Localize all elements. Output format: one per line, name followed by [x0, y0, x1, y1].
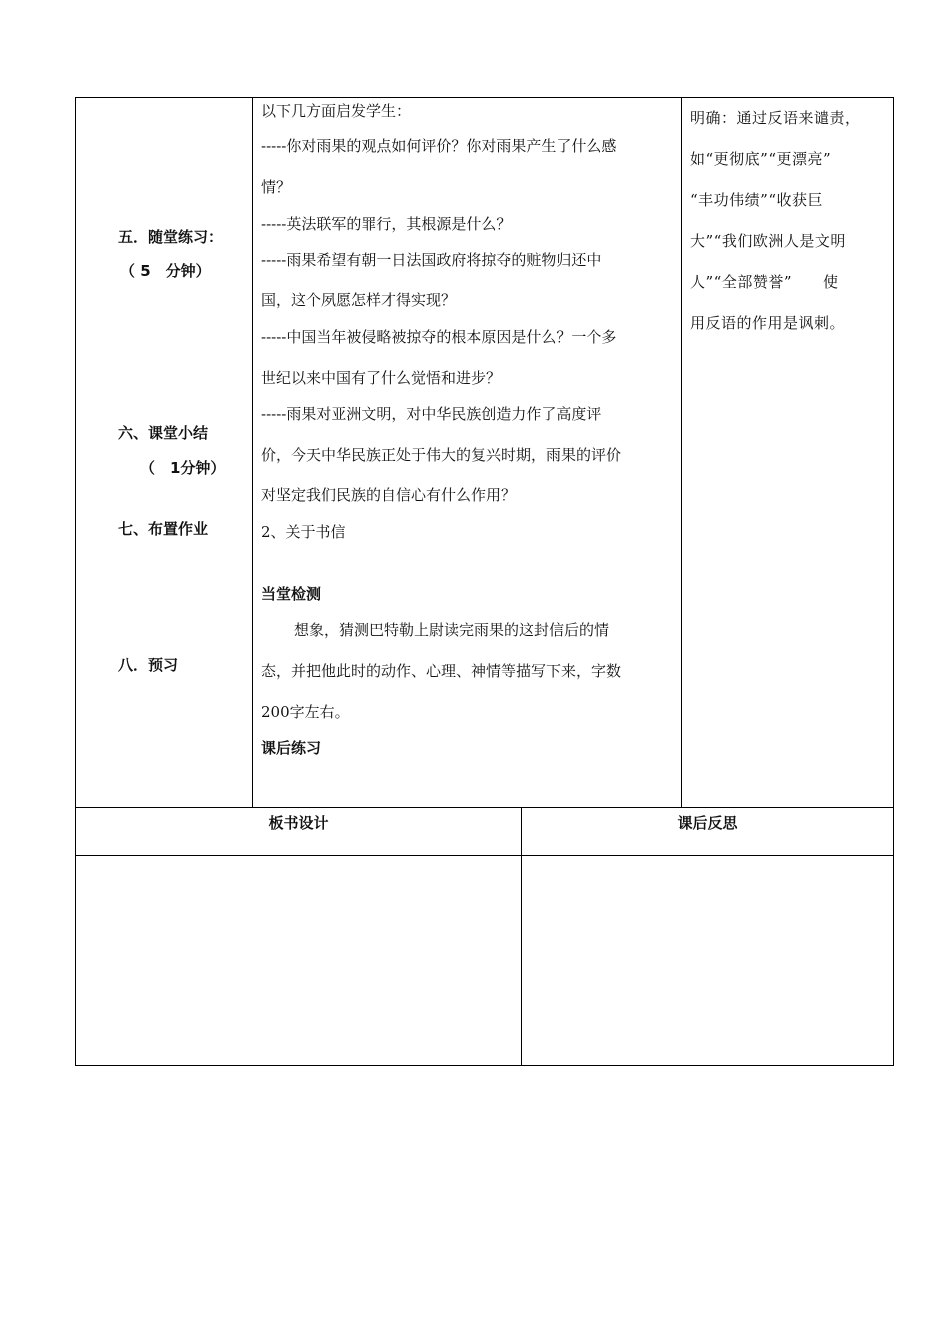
- question-5-line-1: -----雨果对亚洲文明，对中华民族创造力作了高度评: [261, 405, 602, 423]
- section-8-title: 八．预习: [118, 656, 179, 674]
- question-3-line-2: 国，这个夙愿怎样才得实现？: [261, 291, 457, 309]
- question-5-line-3: 对坚定我们民族的自信心有什么作用？: [261, 486, 517, 504]
- question-1-line-2: 情？: [261, 178, 292, 196]
- table-right-border: [893, 97, 894, 1066]
- check-line-2: 态，并把他此时的动作、心理、神情等描写下来，字数: [261, 662, 622, 680]
- reflection-cell[interactable]: [522, 856, 893, 1065]
- answer-line-5: 人”“全部赞誉” 使: [690, 273, 839, 291]
- table-middle-border: [75, 807, 894, 808]
- section-6-title: 六、课堂小结: [118, 424, 209, 442]
- table-bottom-border: [75, 1065, 894, 1066]
- check-title: 当堂检测: [261, 585, 322, 603]
- section-5-title: 五．随堂练习：: [118, 228, 224, 246]
- check-line-1: 想象，猜测巴特勒上尉读完雨果的这封信后的情: [294, 621, 610, 639]
- item-2-letters: 2、关于书信: [261, 523, 346, 541]
- answer-note: [690, 98, 885, 344]
- question-1-line-1: -----你对雨果的观点如何评价？你对雨果产生了什么感: [261, 137, 617, 155]
- answer-line-6: 用反语的作用是讽刺。: [690, 314, 846, 332]
- check-line-3: 200字左右。: [261, 703, 350, 721]
- answer-line-1: 明确：通过反语来谴责，: [690, 109, 861, 127]
- question-4-line-2: 世纪以来中国有了什么觉悟和进步？: [261, 369, 502, 387]
- col-divider-2: [681, 97, 682, 808]
- question-3-line-1: -----雨果希望有朝一日法国政府将掠夺的赃物归还中: [261, 251, 602, 269]
- question-4-line-1: -----中国当年被侵略被掠夺的根本原因是什么？一个多: [261, 328, 617, 346]
- answer-line-2: 如“更彻底”“更漂亮”: [690, 150, 832, 168]
- reflection-header: 课后反思: [677, 814, 738, 832]
- col-divider-1: [252, 97, 253, 808]
- section-7-title: 七、布置作业: [118, 520, 209, 538]
- after-class-title: 课后练习: [261, 739, 322, 757]
- question-2: -----英法联军的罪行，其根源是什么？: [261, 215, 512, 233]
- section-6-time: （ 1分钟）: [140, 459, 226, 477]
- section-5-time: （ 5 分钟）: [120, 262, 211, 280]
- answer-line-4: 大”“我们欧洲人是文明: [690, 232, 846, 250]
- board-design-cell[interactable]: [76, 856, 521, 1065]
- question-5-line-2: 价，今天中华民族正处于伟大的复兴时期，雨果的评价: [261, 446, 622, 464]
- intro-text: 以下几方面启发学生：: [261, 102, 412, 120]
- board-design-header: 板书设计: [268, 814, 329, 832]
- answer-line-3: “丰功伟绩”“收获巨: [690, 191, 824, 209]
